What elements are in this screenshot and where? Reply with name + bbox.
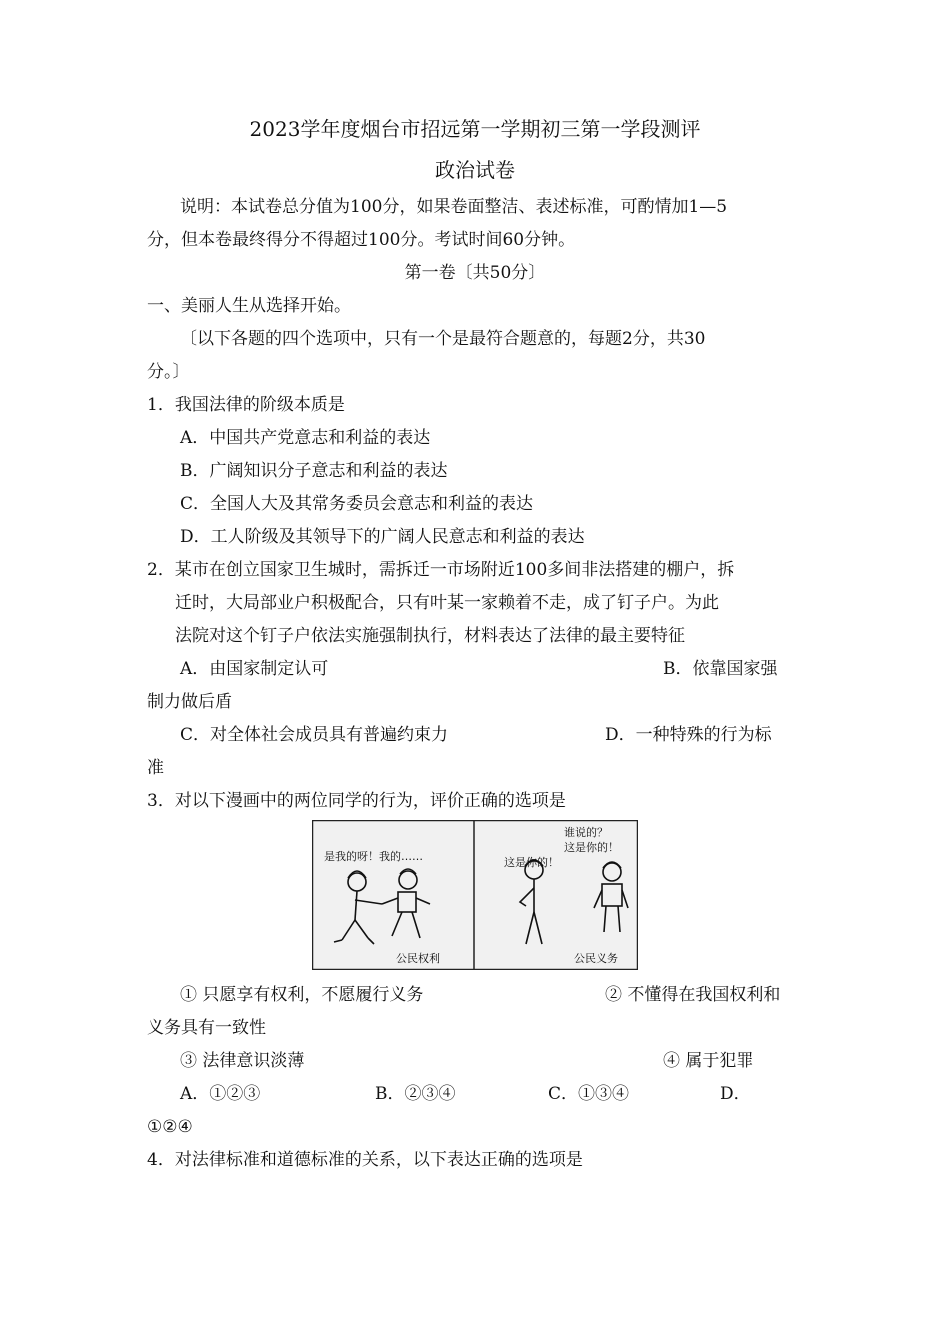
exam-title: 2023学年度烟台市招远第一学期初三第一学段测评	[249, 117, 701, 141]
q3-item-2: ② 不懂得在我国权利和	[605, 985, 781, 1005]
q2-option-b-wrap: 制力做后盾	[147, 692, 232, 712]
q2-stem-line-3: 法院对这个钉子户依法实施强制执行，材料表达了法律的最主要特征	[175, 626, 685, 646]
q4-stem: 4．对法律标准和道德标准的关系，以下表达正确的选项是	[147, 1150, 583, 1170]
q2-stem-line-1: 2．某市在创立国家卫生城时，需拆迁一市场附近100多间非法搭建的棚户，拆	[147, 560, 735, 580]
right-speech-bubble-b: 这是你的！	[564, 841, 619, 854]
q2-option-d: D．一种特殊的行为标	[605, 725, 772, 745]
q3-option-a: A．①②③	[180, 1084, 261, 1104]
q2-option-a: A．由国家制定认可	[180, 659, 329, 679]
section-heading: 一、美丽人生从选择开始。	[147, 296, 351, 316]
q1-stem: 1．我国法律的阶级本质是	[147, 395, 345, 415]
q2-option-c: C．对全体社会成员具有普遍约束力	[180, 725, 449, 745]
right-panel-caption: 公民义务	[574, 952, 618, 965]
q3-stem: 3．对以下漫画中的两位同学的行为，评价正确的选项是	[147, 791, 566, 811]
left-panel-caption: 公民权利	[396, 952, 440, 965]
q3-item-2-wrap: 义务具有一致性	[147, 1018, 266, 1038]
q1-option-a: A．中国共产党意志和利益的表达	[180, 428, 431, 448]
rights-duties-cartoon	[312, 820, 638, 970]
right-speech-bubble-c: 这是你的！	[504, 856, 559, 869]
right-speech-bubble-a: 谁说的？	[564, 826, 608, 839]
q3-item-3: ③ 法律意识淡薄	[180, 1051, 305, 1071]
exam-subtitle: 政治试卷	[435, 158, 515, 182]
section-note-line-1: 〔以下各题的四个选项中，只有一个是最符合题意的，每题2分，共30	[180, 329, 706, 349]
q1-option-d: D．工人阶级及其领导下的广阔人民意志和利益的表达	[180, 527, 585, 547]
q1-option-c: C．全国人大及其常务委员会意志和利益的表达	[180, 494, 534, 514]
q2-option-b: B．依靠国家强	[663, 659, 778, 679]
instructions-line-1: 说明：本试卷总分值为100分，如果卷面整洁、表述标准，可酌情加1—5	[180, 197, 728, 217]
q1-option-b: B．广阔知识分子意志和利益的表达	[180, 461, 448, 481]
left-speech-bubble: 是我的呀！我的……	[324, 850, 423, 863]
section-note-line-2: 分。〕	[147, 362, 190, 382]
q3-option-d: D．	[720, 1084, 751, 1104]
q2-stem-line-2: 迁时，大局部业户积极配合，只有叶某一家赖着不走，成了钉子户。为此	[175, 593, 719, 613]
instructions-line-2: 分，但本卷最终得分不得超过100分。考试时间60分钟。	[147, 230, 576, 250]
volume-title: 第一卷〔共50分〕	[404, 263, 546, 283]
q3-item-4: ④ 属于犯罪	[663, 1051, 754, 1071]
q3-option-d-wrap: ①②④	[147, 1117, 193, 1137]
q3-item-1: ① 只愿享有权利，不愿履行义务	[180, 985, 424, 1005]
q2-option-d-wrap: 准	[147, 758, 164, 778]
q3-option-c: C．①③④	[548, 1084, 630, 1104]
q3-option-b: B．②③④	[375, 1084, 456, 1104]
